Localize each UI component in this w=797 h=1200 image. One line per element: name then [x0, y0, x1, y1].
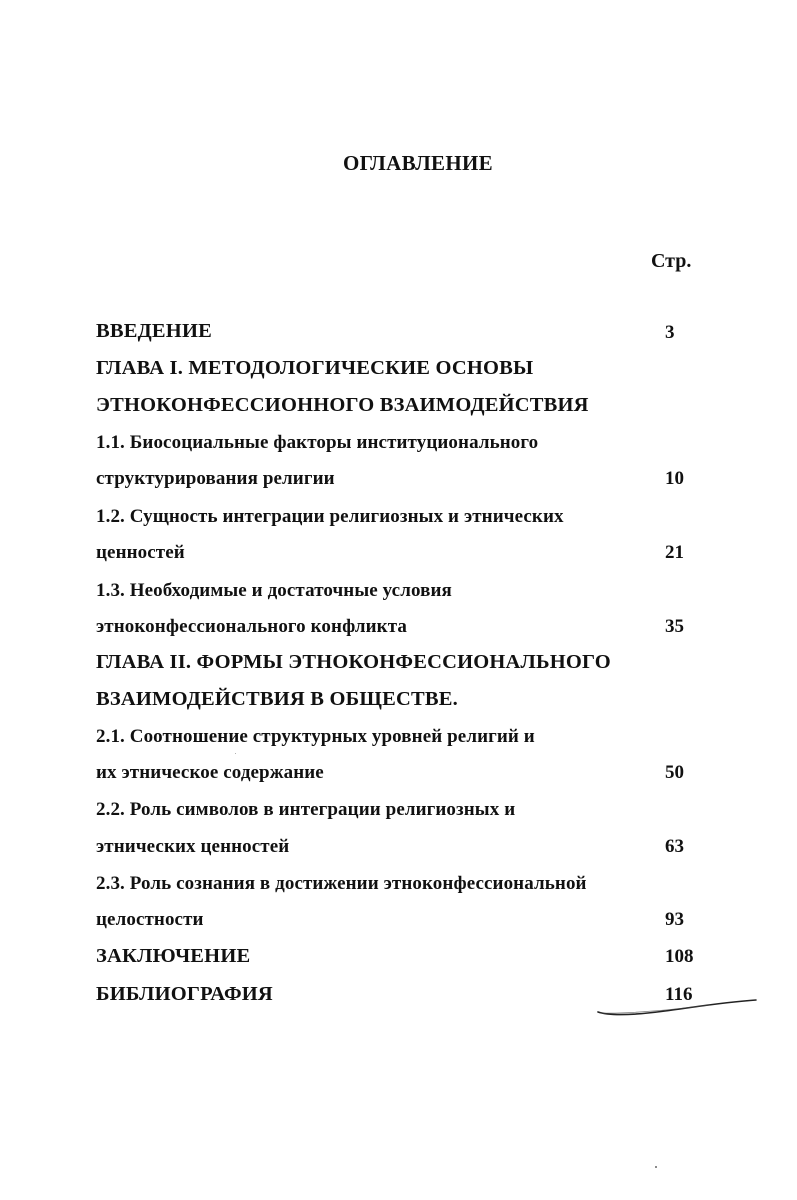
scan-speck [235, 753, 236, 754]
toc-s1-1-page: 10 [665, 468, 684, 489]
pen-stroke-mark [590, 990, 760, 1020]
toc-s1-2-line2: ценностей [96, 542, 185, 563]
toc-bibliography-label: БИБЛИОГРАФИЯ [96, 983, 273, 1005]
toc-entry-intro-label: ВВЕДЕНИЕ [96, 320, 212, 342]
toc-bibliography-page: 116 [665, 984, 693, 1005]
toc-s1-1-line2: структурирования религии [96, 468, 335, 489]
toc-s1-2-line1: 1.2. Сущность интеграции религиозных и этнических [96, 506, 564, 527]
toc-chapter1-line1: ГЛАВА I. МЕТОДОЛОГИЧЕСКИЕ ОСНОВЫ [96, 357, 534, 379]
scan-speck [655, 1166, 657, 1168]
page-title: ОГЛАВЛЕНИЕ [343, 151, 493, 175]
page-column-label: Стр. [651, 250, 692, 272]
toc-s1-2-page: 21 [665, 542, 684, 563]
toc-s1-3-page: 35 [665, 616, 684, 637]
toc-s2-1-line2: их этническое содержание [96, 762, 324, 783]
toc-entry-intro-page: 3 [665, 322, 675, 343]
toc-conclusion-label: ЗАКЛЮЧЕНИЕ [96, 945, 251, 967]
toc-chapter2-line2: ВЗАИМОДЕЙСТВИЯ В ОБЩЕСТВЕ. [96, 688, 458, 710]
toc-s1-3-line2: этноконфессионального конфликта [96, 616, 407, 637]
toc-s2-2-line2: этнических ценностей [96, 836, 290, 857]
toc-chapter1-line2: ЭТНОКОНФЕССИОННОГО ВЗАИМОДЕЙСТВИЯ [96, 394, 589, 416]
toc-s2-3-line2: целостности [96, 909, 204, 930]
toc-s1-3-line1: 1.3. Необходимые и достаточные условия [96, 580, 452, 601]
toc-s2-1-line1: 2.1. Соотношение структурных уровней религий и [96, 726, 535, 747]
toc-s2-3-line1: 2.3. Роль сознания в достижении этноконфессиональной [96, 873, 587, 894]
toc-s2-1-page: 50 [665, 762, 684, 783]
toc-conclusion-page: 108 [665, 946, 694, 967]
toc-s1-1-line1: 1.1. Биосоциальные факторы институционального [96, 432, 539, 453]
toc-s2-2-page: 63 [665, 836, 684, 857]
toc-chapter2-line1: ГЛАВА II. ФОРМЫ ЭТНОКОНФЕССИОНАЛЬНОГО [96, 651, 611, 673]
toc-s2-2-line1: 2.2. Роль символов в интеграции религиозных и [96, 799, 516, 820]
toc-s2-3-page: 93 [665, 909, 684, 930]
